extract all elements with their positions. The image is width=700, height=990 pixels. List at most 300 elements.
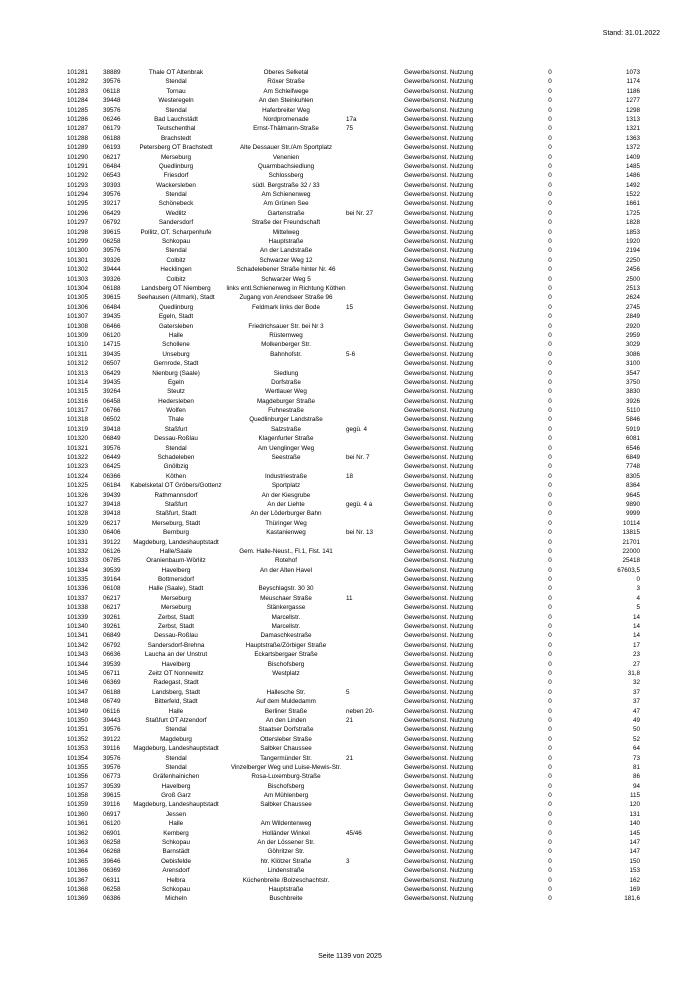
row-id-cell: 101309 [67, 331, 89, 339]
table-row [0, 246, 700, 255]
zero-value-cell: 0 [548, 623, 552, 631]
usage-type-cell: Gewerbe/sonst. Nutzung [404, 735, 474, 743]
postal-code-cell: 39444 [103, 266, 121, 274]
row-id-cell: 101307 [67, 313, 89, 321]
postal-code-cell: 39326 [103, 256, 121, 264]
zero-value-cell: 0 [548, 651, 552, 659]
usage-type-cell: Gewerbe/sonst. Nutzung [404, 716, 474, 724]
row-id-cell: 101310 [67, 341, 89, 349]
usage-type-cell: Gewerbe/sonst. Nutzung [404, 454, 474, 462]
usage-type-cell: Gewerbe/sonst. Nutzung [404, 613, 474, 621]
usage-type-cell: Gewerbe/sonst. Nutzung [404, 679, 474, 687]
usage-type-cell: Gewerbe/sonst. Nutzung [404, 444, 474, 452]
row-id-cell: 101346 [67, 679, 89, 687]
city-cell: Gräfenhainichen [152, 773, 200, 781]
street-cell: Schlossberg [268, 172, 304, 180]
table-row [0, 538, 700, 547]
usage-type-cell: Gewerbe/sonst. Nutzung [404, 557, 474, 565]
city-cell: Merseburg, Stadt [151, 519, 201, 527]
row-id-cell: 101331 [67, 538, 89, 546]
row-id-cell: 101293 [67, 181, 89, 189]
usage-type-cell: Gewerbe/sonst. Nutzung [404, 360, 474, 368]
city-cell: Havelberg [161, 566, 191, 574]
row-id-cell: 101315 [67, 388, 89, 396]
row-id-cell: 101308 [67, 322, 89, 330]
postal-code-cell: 39576 [103, 763, 121, 771]
city-cell: Stendal [165, 763, 187, 771]
street-cell: Damaschkestraße [260, 632, 312, 640]
zero-value-cell: 0 [548, 547, 552, 555]
row-id-cell: 101345 [67, 670, 89, 677]
area-value-cell: 37 [632, 698, 640, 706]
city-cell: Merseburg [160, 153, 192, 161]
row-id-cell: 101343 [67, 651, 89, 659]
table-row [0, 444, 700, 453]
postal-code-cell: 39261 [103, 623, 121, 631]
area-value-cell: 1363 [625, 134, 640, 142]
zero-value-cell: 0 [548, 594, 552, 602]
table-row [0, 744, 700, 753]
street-cell: Buschbreite [269, 895, 303, 903]
area-value-cell: 25418 [622, 557, 640, 565]
zero-value-cell: 0 [548, 97, 552, 105]
area-value-cell: 3750 [625, 378, 640, 386]
zero-value-cell: 0 [548, 763, 552, 771]
postal-code-cell: 39122 [103, 538, 121, 546]
area-value-cell: 7748 [625, 463, 640, 471]
postal-code-cell: 39576 [103, 106, 121, 114]
zero-value-cell: 0 [548, 284, 552, 292]
row-id-cell: 101284 [67, 97, 89, 105]
postal-code-cell: 06217 [103, 594, 121, 602]
usage-type-cell: Gewerbe/sonst. Nutzung [404, 78, 474, 86]
row-id-cell: 101336 [67, 585, 89, 593]
city-cell: Brachstedt [160, 134, 192, 142]
table-row [0, 782, 700, 791]
table-row [0, 838, 700, 847]
usage-type-cell: Gewerbe/sonst. Nutzung [404, 219, 474, 227]
area-value-cell: 37 [632, 688, 640, 696]
postal-code-cell: 39646 [103, 857, 121, 865]
postal-code-cell: 06120 [103, 331, 121, 339]
table-row [0, 509, 700, 518]
postal-code-cell: 06258 [103, 885, 121, 893]
street-cell: Beyschlagstr. 30 30 [258, 585, 314, 593]
city-cell: Bottmersdorf [157, 576, 195, 584]
city-cell: Egeln [167, 378, 185, 386]
postal-code-cell: 06184 [103, 482, 121, 490]
street-cell: Marcellstr. [271, 613, 301, 621]
area-value-cell: 32 [632, 679, 640, 687]
table-row [0, 96, 700, 105]
table-row [0, 819, 700, 828]
usage-type-cell: Gewerbe/sonst. Nutzung [404, 200, 474, 208]
usage-type-cell: Gewerbe/sonst. Nutzung [404, 688, 474, 696]
city-cell: Teutschenthal [156, 125, 196, 133]
row-id-cell: 101320 [67, 435, 89, 443]
table-row [0, 810, 700, 819]
area-value-cell: 3086 [625, 350, 640, 358]
table-row [0, 556, 700, 565]
postal-code-cell: 39539 [103, 660, 121, 668]
row-id-cell: 101281 [67, 69, 89, 76]
row-id-cell: 101314 [67, 378, 89, 386]
city-cell: Pollitz, OT. Scharpenhufe [140, 228, 212, 236]
postal-code-cell: 06258 [103, 238, 121, 246]
row-id-cell: 101296 [67, 209, 89, 217]
city-cell: Petersberg OT Brachstedt [139, 144, 213, 152]
row-id-cell: 101325 [67, 482, 89, 490]
postal-code-cell: 06118 [103, 87, 121, 95]
house-number-cell: bei Nr. 13 [346, 529, 373, 537]
usage-type-cell: Gewerbe/sonst. Nutzung [404, 162, 474, 170]
zero-value-cell: 0 [548, 134, 552, 142]
area-value-cell: 147 [629, 839, 640, 847]
usage-type-cell: Gewerbe/sonst. Nutzung [404, 247, 474, 255]
postal-code-cell: 06543 [103, 172, 121, 180]
table-row [0, 472, 700, 481]
area-value-cell: 2745 [625, 303, 640, 311]
area-value-cell: 27 [632, 660, 640, 668]
usage-type-cell: Gewerbe/sonst. Nutzung [404, 369, 474, 377]
zero-value-cell: 0 [548, 848, 552, 856]
postal-code-cell: 39116 [103, 745, 121, 753]
zero-value-cell: 0 [548, 322, 552, 330]
row-id-cell: 101359 [67, 801, 89, 809]
usage-type-cell: Gewerbe/sonst. Nutzung [404, 472, 474, 480]
row-id-cell: 101360 [67, 810, 89, 818]
row-id-cell: 101306 [67, 303, 89, 311]
street-cell: Röxer Straße [267, 78, 305, 86]
usage-type-cell: Gewerbe/sonst. Nutzung [404, 792, 474, 800]
street-cell: Hauptstraße [268, 885, 304, 893]
postal-code-cell: 39615 [103, 228, 121, 236]
usage-type-cell: Gewerbe/sonst. Nutzung [404, 820, 474, 828]
usage-type-cell: Gewerbe/sonst. Nutzung [404, 106, 474, 114]
area-value-cell: 52 [632, 735, 640, 743]
postal-code-cell: 39326 [103, 275, 121, 283]
row-id-cell: 101316 [67, 397, 89, 405]
row-id-cell: 101328 [67, 510, 89, 518]
street-cell: Kastanienweg [266, 529, 306, 537]
street-cell: An der Löderburger Bahn [250, 510, 322, 518]
postal-code-cell: 39435 [103, 350, 121, 358]
table-row [0, 171, 700, 180]
city-cell: Laucha an der Unstrut [144, 651, 208, 659]
table-row [0, 331, 700, 340]
city-cell: Schkopau [161, 885, 190, 893]
postal-code-cell: 39576 [103, 191, 121, 199]
area-value-cell: 3830 [625, 388, 640, 396]
area-value-cell: 5110 [626, 407, 640, 415]
city-cell: Stendal [165, 754, 187, 762]
street-cell: An der Alten Havel [259, 566, 313, 574]
zero-value-cell: 0 [548, 144, 552, 152]
city-cell: Staßfurt, Stadt [155, 510, 197, 518]
zero-value-cell: 0 [548, 726, 552, 734]
postal-code-cell: 06792 [103, 219, 121, 227]
area-value-cell: 2849 [625, 313, 640, 321]
table-row [0, 631, 700, 640]
city-cell: Quedlinburg [158, 303, 194, 311]
city-cell: Zerbst, Stadt [157, 623, 195, 631]
table-row [0, 199, 700, 208]
postal-code-cell: 39443 [103, 716, 121, 724]
table-row [0, 716, 700, 725]
row-id-cell: 101364 [67, 848, 89, 856]
street-cell: Am Uenglinger Weg [257, 444, 315, 452]
area-value-cell: 73 [632, 754, 640, 762]
area-value-cell: 1485 [625, 162, 640, 170]
city-cell: Schkopau [161, 839, 190, 847]
usage-type-cell: Gewerbe/sonst. Nutzung [404, 313, 474, 321]
area-value-cell: 3 [636, 585, 640, 593]
street-cell: Meuschaer Straße [260, 594, 312, 602]
postal-code-cell: 06406 [103, 529, 121, 537]
table-row [0, 791, 700, 800]
street-cell: Schwarzer Weg 12 [259, 256, 313, 264]
table-row [0, 754, 700, 763]
row-id-cell: 101305 [67, 294, 89, 302]
zero-value-cell: 0 [548, 369, 552, 377]
postal-code-cell: 06188 [103, 134, 121, 142]
table-row [0, 87, 700, 96]
city-cell: Egeln, Stadt [158, 313, 194, 321]
street-cell: Am Mühlenberg [263, 792, 309, 800]
area-value-cell: 8305 [625, 472, 640, 480]
usage-type-cell: Gewerbe/sonst. Nutzung [404, 331, 474, 339]
zero-value-cell: 0 [548, 857, 552, 865]
area-value-cell: 1661 [625, 200, 640, 208]
postal-code-cell: 39418 [103, 425, 121, 433]
postal-code-cell: 06917 [103, 810, 121, 818]
street-cell: htr. Klötzer Straße [260, 857, 312, 865]
house-number-cell: neben 20- [346, 707, 375, 715]
table-row [0, 359, 700, 368]
postal-code-cell: 39418 [103, 500, 121, 508]
usage-type-cell: Gewerbe/sonst. Nutzung [404, 407, 474, 415]
row-id-cell: 101327 [67, 500, 89, 508]
city-cell: Havelberg [161, 782, 191, 790]
zero-value-cell: 0 [548, 407, 552, 415]
city-cell: Stendal [165, 444, 187, 452]
house-number-cell: 17a [346, 115, 357, 123]
street-cell: Schwarzer Weg 5 [261, 275, 311, 283]
city-cell: Steutz [167, 388, 185, 396]
usage-type-cell: Gewerbe/sonst. Nutzung [404, 238, 474, 246]
street-cell: Holländer Winkel [262, 829, 310, 837]
postal-code-cell: 06429 [103, 369, 121, 377]
table-row [0, 265, 700, 274]
city-cell: Staßfurt [164, 500, 188, 508]
zero-value-cell: 0 [548, 294, 552, 302]
area-value-cell: 120 [629, 801, 640, 809]
zero-value-cell: 0 [548, 820, 552, 828]
row-id-cell: 101369 [67, 895, 89, 903]
street-cell: An der Kiesgrube [261, 491, 311, 499]
street-cell: Ernst-Thälmann-Straße [253, 125, 319, 133]
zero-value-cell: 0 [548, 754, 552, 762]
row-id-cell: 101356 [67, 773, 89, 781]
zero-value-cell: 0 [548, 698, 552, 706]
street-cell: Bischofsberg [267, 782, 305, 790]
zero-value-cell: 0 [548, 557, 552, 565]
table-row [0, 406, 700, 415]
table-row [0, 669, 700, 678]
zero-value-cell: 0 [548, 529, 552, 537]
street-cell: Rüsternweg [269, 331, 303, 339]
row-id-cell: 101354 [67, 754, 89, 762]
usage-type-cell: Gewerbe/sonst. Nutzung [404, 416, 474, 424]
area-value-cell: 5919 [625, 425, 640, 433]
street-cell: Magdeburger Straße [256, 397, 316, 405]
table-row [0, 857, 700, 866]
table-row [0, 284, 700, 293]
area-value-cell: 1174 [626, 78, 640, 86]
zero-value-cell: 0 [548, 491, 552, 499]
row-id-cell: 101367 [67, 876, 89, 884]
street-cell: Küchenbreite /Bolzeschachtstr. [242, 876, 330, 884]
usage-type-cell: Gewerbe/sonst. Nutzung [404, 181, 474, 189]
area-value-cell: 47 [632, 707, 640, 715]
house-number-cell: 5-6 [346, 350, 356, 358]
postal-code-cell: 06636 [103, 651, 121, 659]
row-id-cell: 101319 [67, 425, 89, 433]
row-id-cell: 101330 [67, 529, 89, 537]
usage-type-cell: Gewerbe/sonst. Nutzung [404, 115, 474, 123]
zero-value-cell: 0 [548, 885, 552, 893]
postal-code-cell: 06217 [103, 604, 121, 612]
table-row [0, 340, 700, 349]
house-number-cell: 75 [346, 125, 354, 133]
table-row [0, 218, 700, 227]
zero-value-cell: 0 [548, 801, 552, 809]
zero-value-cell: 0 [548, 388, 552, 396]
postal-code-cell: 39435 [103, 313, 121, 321]
street-cell: Rotehof [274, 557, 298, 565]
postal-code-cell: 06425 [103, 463, 121, 471]
street-cell: Rosa-Luxemburg-Straße [251, 773, 321, 781]
table-row [0, 77, 700, 86]
postal-code-cell: 06901 [103, 829, 121, 837]
city-cell: Bad Lauchstädt [154, 115, 198, 123]
street-cell: Dorfstraße [271, 378, 301, 386]
zero-value-cell: 0 [548, 256, 552, 264]
usage-type-cell: Gewerbe/sonst. Nutzung [404, 69, 474, 76]
postal-code-cell: 06502 [103, 416, 121, 424]
area-value-cell: 169 [629, 885, 640, 893]
usage-type-cell: Gewerbe/sonst. Nutzung [404, 350, 474, 358]
zero-value-cell: 0 [548, 87, 552, 95]
area-value-cell: 115 [629, 792, 640, 800]
city-cell: Zeitz OT Nonnewitz [148, 670, 204, 677]
row-id-cell: 101323 [67, 463, 89, 471]
row-id-cell: 101322 [67, 454, 89, 462]
table-row [0, 772, 700, 781]
zero-value-cell: 0 [548, 181, 552, 189]
row-id-cell: 101304 [67, 284, 89, 292]
data-table [0, 68, 700, 904]
area-value-cell: 86 [632, 773, 640, 781]
usage-type-cell: Gewerbe/sonst. Nutzung [404, 341, 474, 349]
area-value-cell: 0 [636, 576, 640, 584]
usage-type-cell: Gewerbe/sonst. Nutzung [404, 144, 474, 152]
table-row [0, 613, 700, 622]
zero-value-cell: 0 [548, 350, 552, 358]
city-cell: Stendal [165, 726, 187, 734]
row-id-cell: 101300 [67, 247, 89, 255]
zero-value-cell: 0 [548, 162, 552, 170]
row-id-cell: 101302 [67, 266, 89, 274]
table-row [0, 275, 700, 284]
usage-type-cell: Gewerbe/sonst. Nutzung [404, 773, 474, 781]
street-cell: Nordpromenade [263, 115, 309, 123]
row-id-cell: 101366 [67, 867, 89, 875]
table-row [0, 876, 700, 885]
row-id-cell: 101285 [67, 106, 89, 114]
street-cell: An den Linden [265, 716, 307, 724]
street-cell: Gem. Halle-Neust., Fl.1, Flst. 141 [239, 547, 333, 555]
usage-type-cell: Gewerbe/sonst. Nutzung [404, 256, 474, 264]
area-value-cell: 6081 [625, 435, 640, 443]
postal-code-cell: 06785 [103, 557, 121, 565]
table-row [0, 124, 700, 133]
zero-value-cell: 0 [548, 670, 552, 677]
usage-type-cell: Gewerbe/sonst. Nutzung [404, 191, 474, 199]
row-id-cell: 101288 [67, 134, 89, 142]
zero-value-cell: 0 [548, 313, 552, 321]
city-cell: Halle/Saale [159, 547, 193, 555]
row-id-cell: 101365 [67, 857, 89, 865]
zero-value-cell: 0 [548, 510, 552, 518]
zero-value-cell: 0 [548, 782, 552, 790]
street-cell: Sportplatz [271, 482, 301, 490]
zero-value-cell: 0 [548, 688, 552, 696]
table-row [0, 847, 700, 856]
table-row [0, 228, 700, 237]
table-row [0, 641, 700, 650]
postal-code-cell: 06369 [103, 679, 121, 687]
postal-code-cell: 06484 [103, 303, 121, 311]
usage-type-cell: Gewerbe/sonst. Nutzung [404, 782, 474, 790]
city-cell: Stendal [165, 78, 187, 86]
table-row [0, 256, 700, 265]
street-cell: Hauptstraße/Zörbiger Straße [245, 641, 327, 649]
street-cell: Gartenstraße [267, 209, 305, 217]
postal-code-cell: 06120 [103, 820, 121, 828]
area-value-cell: 14 [632, 632, 640, 640]
usage-type-cell: Gewerbe/sonst. Nutzung [404, 388, 474, 396]
table-row [0, 115, 700, 124]
usage-type-cell: Gewerbe/sonst. Nutzung [404, 651, 474, 659]
row-id-cell: 101363 [67, 839, 89, 847]
postal-code-cell: 06217 [103, 153, 121, 161]
zero-value-cell: 0 [548, 303, 552, 311]
row-id-cell: 101313 [67, 369, 89, 377]
postal-code-cell: 06429 [103, 209, 121, 217]
postal-code-cell: 06217 [103, 519, 121, 527]
area-value-cell: 153 [629, 867, 640, 875]
city-cell: Unseburg [162, 350, 190, 358]
city-cell: Stendal [165, 106, 187, 114]
row-id-cell: 101368 [67, 885, 89, 893]
city-cell: Gernrode, Stadt [153, 360, 199, 368]
row-id-cell: 101298 [67, 228, 89, 236]
usage-type-cell: Gewerbe/sonst. Nutzung [404, 641, 474, 649]
area-value-cell: 17 [632, 641, 640, 649]
area-value-cell: 1409 [625, 153, 640, 161]
zero-value-cell: 0 [548, 613, 552, 621]
